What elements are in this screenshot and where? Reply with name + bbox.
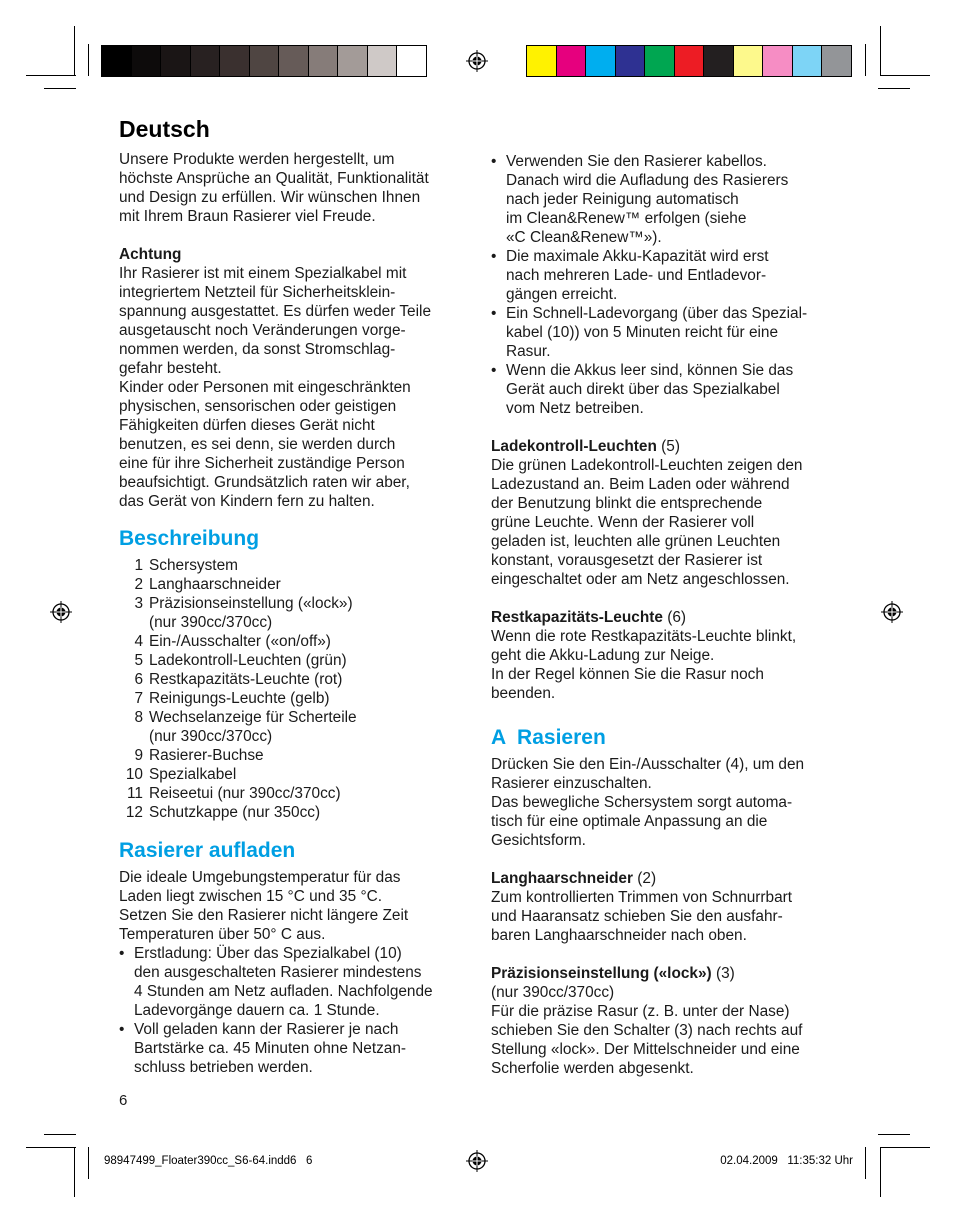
list-item: 7 Reinigungs-Leuchte (gelb)	[134, 690, 330, 707]
color-swatch	[161, 46, 191, 76]
list-item: • Voll geladen kann der Rasierer je nach Bartstärke ca. 45 Minuten ohne Netzan- schluss betrieben werden.	[119, 1020, 469, 1077]
crop-mark	[88, 44, 89, 76]
list-item: • Die maximale Akku-Kapazität wird erst nach mehreren Lade- und Entladevor- gängen erreicht.	[491, 247, 841, 304]
list-item: 11 Reiseetui (nur 390cc/370cc)	[127, 785, 341, 802]
crop-mark	[26, 75, 76, 76]
list-item: 4 Ein-/Ausschalter («on/off»)	[134, 633, 331, 650]
achtung-heading: Achtung	[119, 246, 182, 263]
crop-mark	[865, 44, 866, 76]
praezision-heading: Präzisionseinstellung («lock») (3)	[491, 965, 735, 982]
text-line: Gesichtsform.	[491, 832, 586, 849]
text-line: Die ideale Umgebungstemperatur für das	[119, 869, 401, 886]
text-line: Scherfolie werden abgesenkt.	[491, 1060, 694, 1077]
crop-mark	[878, 1134, 910, 1135]
text-line: Setzen Sie den Rasierer nicht längere Zeit	[119, 907, 409, 924]
section-heading-aufladen: Rasierer aufladen	[119, 839, 296, 862]
list-item: 3 Präzisionseinstellung («lock») (nur 390cc/370cc)	[134, 595, 353, 631]
text-line: schieben Sie den Schalter (3) nach rechts auf	[491, 1022, 803, 1039]
ladekontroll-heading: Ladekontroll-Leuchten (5)	[491, 438, 680, 455]
footer-filename: 98947499_Floater390cc_S6-64.indd6 6	[104, 1155, 313, 1167]
list-item: 2 Langhaarschneider	[134, 576, 281, 593]
text-line: Stellung «lock». Der Mittelschneider und eine	[491, 1041, 800, 1058]
text-line: eingeschaltet oder am Netz angeschlossen.	[491, 571, 790, 588]
text-line: nommen werden, da sonst Stromschlag-	[119, 341, 396, 358]
list-item: • Ein Schnell-Ladevorgang (über das Spezial- kabel (10)) von 5 Minuten reicht für eine Rasur.	[491, 304, 841, 361]
color-swatch	[220, 46, 250, 76]
text-line: der Benutzung blinkt die entsprechende	[491, 495, 763, 512]
color-swatch	[338, 46, 368, 76]
ladekontroll-paragraph	[491, 456, 841, 589]
process-color-bar	[526, 45, 852, 77]
rasieren-paragraph	[491, 755, 841, 850]
text-line: beenden.	[491, 685, 556, 702]
left-column	[119, 112, 469, 1077]
aufladen-bullets	[119, 944, 469, 1077]
registration-mark-icon	[466, 1150, 488, 1172]
text-line: physischen, sensorischen oder geistigen	[119, 398, 397, 415]
color-swatch	[734, 46, 764, 76]
langhaar-paragraph	[491, 888, 841, 945]
aufladen-paragraph	[119, 868, 469, 944]
list-item: 6 Restkapazitäts-Leuchte (rot)	[134, 671, 343, 688]
crop-mark	[74, 1147, 75, 1197]
section-heading-rasieren: A Rasieren	[491, 726, 606, 749]
text-line: (nur 390cc/370cc)	[491, 984, 615, 1001]
color-swatch	[616, 46, 646, 76]
text-line: Unsere Produkte werden hergestellt, um	[119, 151, 395, 168]
restkapazitaet-paragraph	[491, 627, 841, 703]
list-item: 8 Wechselanzeige für Scherteile (nur 390cc/370cc)	[134, 709, 357, 745]
color-swatch	[675, 46, 705, 76]
color-swatch	[586, 46, 616, 76]
langhaar-heading: Langhaarschneider (2)	[491, 870, 657, 887]
color-swatch	[309, 46, 339, 76]
text-line: Für die präzise Rasur (z. B. unter der Nase)	[491, 1003, 790, 1020]
text-line: gefahr besteht.	[119, 360, 222, 377]
color-swatch	[102, 46, 132, 76]
achtung-paragraph	[119, 264, 469, 511]
registration-mark-icon	[881, 601, 903, 623]
text-line: mit Ihrem Braun Rasierer viel Freude.	[119, 208, 376, 225]
text-line: integriertem Netzteil für Sicherheitsklein-	[119, 284, 396, 301]
text-line: benutzen, es sei denn, sie werden durch	[119, 436, 396, 453]
restkapazitaet-heading: Restkapazitäts-Leuchte (6)	[491, 609, 687, 626]
grayscale-color-bar	[101, 45, 427, 77]
text-line: spannung ausgestattet. Es dürfen weder Teile	[119, 303, 432, 320]
crop-mark	[44, 1134, 76, 1135]
list-item: • Wenn die Akkus leer sind, können Sie das Gerät auch direkt über das Spezialkabel vom Netz betreiben.	[491, 361, 841, 418]
color-swatch	[191, 46, 221, 76]
text-line: geladen ist, leuchten alle grünen Leuchten	[491, 533, 781, 550]
parts-list	[119, 556, 469, 822]
text-line: Zum kontrollierten Trimmen von Schnurrbart	[491, 889, 793, 906]
intro-paragraph	[119, 150, 469, 226]
text-line: höchste Ansprüche an Qualität, Funktionalität	[119, 170, 429, 187]
text-line: tisch für eine optimale Anpassung an die	[491, 813, 768, 830]
text-line: Laden liegt zwischen 15 °C und 35 °C.	[119, 888, 382, 905]
text-line: grüne Leuchte. Wenn der Rasierer voll	[491, 514, 755, 531]
text-line: In der Regel können Sie die Rasur noch	[491, 666, 764, 683]
color-swatch	[793, 46, 823, 76]
crop-mark	[878, 88, 910, 89]
text-line: beaufsichtigt. Grundsätzlich raten wir aber,	[119, 474, 410, 491]
crop-mark	[880, 26, 881, 76]
text-line: baren Langhaarschneider nach oben.	[491, 927, 747, 944]
color-swatch	[822, 46, 851, 76]
text-line: ausgetauscht noch Veränderungen vorge-	[119, 322, 406, 339]
footer-timestamp: 02.04.2009 11:35:32 Uhr	[720, 1155, 853, 1167]
text-line: das Gerät von Kindern fern zu halten.	[119, 493, 375, 510]
text-line: Ladezustand an. Beim Laden oder während	[491, 476, 790, 493]
crop-mark	[88, 1147, 89, 1179]
crop-mark	[880, 75, 930, 76]
color-swatch	[279, 46, 309, 76]
text-line: konstant, vorausgesetzt der Rasierer ist	[491, 552, 763, 569]
right-column	[491, 152, 841, 1078]
list-item: 10 Spezialkabel	[125, 766, 237, 783]
text-line: eine für ihre Sicherheit zuständige Person	[119, 455, 405, 472]
color-swatch	[645, 46, 675, 76]
crop-mark	[44, 88, 76, 89]
section-heading-beschreibung: Beschreibung	[119, 527, 260, 550]
registration-mark-icon	[50, 601, 72, 623]
list-item: 9 Rasierer-Buchse	[134, 747, 264, 764]
text-line: und Haaransatz schieben Sie den ausfahr-	[491, 908, 783, 925]
charging-bullets	[491, 152, 841, 418]
list-item: 5 Ladekontroll-Leuchten (grün)	[134, 652, 347, 669]
color-swatch	[368, 46, 398, 76]
color-swatch	[557, 46, 587, 76]
text-line: Kinder oder Personen mit eingeschränkten	[119, 379, 411, 396]
list-item: 1 Schersystem	[134, 557, 238, 574]
color-swatch	[527, 46, 557, 76]
list-item: • Erstladung: Über das Spezialkabel (10) den ausgeschalteten Rasierer mindestens 4 Stunden am Netz aufladen. Nachfolgende Ladevorgänge dauern ca. 1 Stunde.	[119, 944, 469, 1020]
text-line: Die grünen Ladekontroll-Leuchten zeigen den	[491, 457, 803, 474]
text-line: geht die Akku-Ladung zur Neige.	[491, 647, 715, 664]
text-line: Temperaturen über 50° C aus.	[119, 926, 326, 943]
text-line: Wenn die rote Restkapazitäts-Leuchte blinkt,	[491, 628, 797, 645]
color-swatch	[250, 46, 280, 76]
crop-mark	[880, 1147, 881, 1197]
crop-mark	[26, 1147, 76, 1148]
crop-mark	[865, 1147, 866, 1179]
color-swatch	[397, 46, 426, 76]
color-swatch	[704, 46, 734, 76]
text-line: Das bewegliche Schersystem sorgt automa-	[491, 794, 793, 811]
text-line: und Design zu erfüllen. Wir wünschen Ihnen	[119, 189, 421, 206]
text-line: Rasierer einzuschalten.	[491, 775, 652, 792]
registration-mark-icon	[466, 50, 488, 72]
page-title: Deutsch	[119, 116, 210, 142]
color-swatch	[132, 46, 162, 76]
list-item: • Verwenden Sie den Rasierer kabellos. Danach wird die Aufladung des Rasierers nach jeder Reinigung automatisch im Clean&Renew™ erfolgen (siehe «C Clean&Renew™»).	[491, 152, 841, 247]
page-number: 6	[119, 1092, 128, 1109]
crop-mark	[880, 1147, 930, 1148]
crop-mark	[74, 26, 75, 76]
text-line: Fähigkeiten dürfen dieses Gerät nicht	[119, 417, 375, 434]
praezision-paragraph	[491, 983, 841, 1078]
text-line: Ihr Rasierer ist mit einem Spezialkabel mit	[119, 265, 407, 282]
text-line: Drücken Sie den Ein-/Ausschalter (4), um den	[491, 756, 805, 773]
list-item: 12 Schutzkappe (nur 350cc)	[125, 804, 321, 821]
color-swatch	[763, 46, 793, 76]
